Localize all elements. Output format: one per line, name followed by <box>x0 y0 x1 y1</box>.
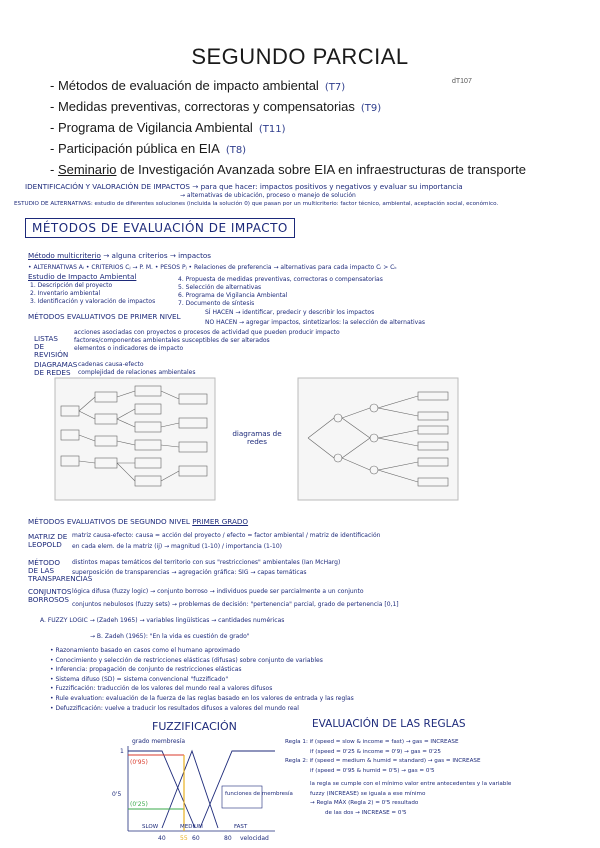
fuzz-xtick: 60 <box>192 835 200 842</box>
transparencias-line1: distintos mapas temáticos del territorio con sus "restricciones" ambientales (Ian McHarg) <box>72 559 341 566</box>
listas-label: LISTAS DE REVISIÓN <box>34 334 69 359</box>
fuzz-xlabel: velocidad <box>240 835 269 842</box>
fuzz-ytick-1: 1 <box>120 748 124 755</box>
fuzzy-a: A. FUZZY LOGIC → (Zadeh 1965) → variables lingüísticas → cantidades numéricas <box>40 617 285 624</box>
fuzz-xtick: 40 <box>158 835 166 842</box>
fuzz-xtick: 55 <box>180 835 188 842</box>
topic-item: - Programa de Vigilancia Ambiental (T11) <box>50 120 286 135</box>
fuzz-ylabel: grado membresía <box>132 738 186 745</box>
primer-no: NO HACEN → agregar impactos, sintetizarlos: la selección de alternativas <box>205 319 425 326</box>
segundo-nivel-title: MÉTODOS EVALUATIVOS DE SEGUNDO NIVEL PRIMER GRADO <box>28 517 249 526</box>
estudio-left: 1. Descripción del proyecto 2. Inventario ambiental 3. Identificación y valoración de impactos <box>30 282 156 305</box>
estudio-right: 4. Propuesta de medidas preventivas, correctoras o compensatorias 5. Selección de alternativas 6. Programa de Vigilancia Ambiental 7. Documento de síntesis <box>178 276 383 307</box>
mm-formula: • ALTERNATIVAS Aᵢ • CRITERIOS Cⱼ → P. M. • PESOS Pⱼ • Relaciones de preferencia → alternativas para cada impacto Cᵢ > Cₖ <box>28 264 397 271</box>
note-identificacion-sub: → alternativas de ubicación, proceso o manejo de solución <box>180 192 356 199</box>
diagramas-label: DIAGRAMAS DE REDES <box>34 360 78 377</box>
topic-item: - Métodos de evaluación de impacto ambiental (T7) <box>50 78 346 93</box>
conjuntos-label: CONJUNTOS BORROSOS <box>28 587 72 604</box>
note-identificacion: IDENTIFICACIÓN Y VALORACIÓN DE IMPACTOS → para que hacer: impactos positivos y negativos y evaluar su importancia <box>25 182 463 191</box>
topic-item: - Medidas preventivas, correctoras y compensatorias (T9) <box>50 99 382 114</box>
note-alternativas: ESTUDIO DE ALTERNATIVAS: estudio de diferentes soluciones (incluida la solución 0) que pasan por un multicriterio: factor técnico, ambiental, aceptación social, económico. <box>14 201 499 207</box>
fuzz-box-label: funciones de membresía <box>225 791 293 797</box>
page-title: SEGUNDO PARCIAL <box>191 44 409 69</box>
fuzzy-bullets: • Razonamiento basado en casos como el humano aproximado • Conocimiento y selección de restricciones elásticas (difusas) sobre conjunto de variables • Inferencia: propagación de conjunto de restricciones elásticas • Sistema difuso (SD) = sistema convencional "fuzzificado" • Fuzzificación: traducción de los valores del mundo real a valores difusos • Rule evaluation: evaluación de la fuerza de las reglas basado en los valores de entrada y las reglas • Defuzzificación: vuelve a traducir los resultados difusos a valores del mundo real <box>50 647 354 712</box>
diagram-caption: diagramas de redes <box>232 429 282 446</box>
rules-title: EVALUACIÓN DE LAS REGLAS <box>312 718 466 730</box>
section-heading: MÉTODOS DE EVALUACIÓN DE IMPACTO <box>25 218 295 238</box>
topics-list <box>50 76 550 179</box>
transparencias-line2: superposición de transparencias → agregación gráfica: SIG → capas temáticas <box>72 569 307 576</box>
corner-note: dT107 <box>452 78 472 85</box>
primer-nivel-title: MÉTODOS EVALUATIVOS DE PRIMER NIVEL <box>28 312 181 321</box>
diagramas-items: cadenas causa-efecto complejidad de relaciones ambientales <box>78 361 196 376</box>
fuzz-label-fast: FAST <box>234 824 248 830</box>
fuzz-label-slow: SLOW <box>142 824 159 830</box>
fuzz-ytick-mid: 0'5 <box>112 791 122 798</box>
rules-lines: Regla 1: if (speed = slow & income = fast) → gas = INCREASE if (speed = 0'25 & income = 0'9) → gas = 0'25 Regla 2: if (speed = medium & humid = standard) → gas = INCREASE if (speed = 0'95 & humid = 0'5) → gas = 0'5 la regla se cumple con el mínimo valor entre antecedentes y la variable fuzzy (INCREASE) se iguala a ese mínimo → Regla MÁX (Regla 2) = 0'5 resultado de las dos → INCREASE = 0'5 <box>285 739 512 816</box>
estudio-title: Estudio de Impacto Ambiental <box>28 272 137 281</box>
fuzzification-chart <box>100 716 293 846</box>
fuzzy-b: → B. Zadeh (1965): "En la vida es cuestión de grado" <box>90 633 250 640</box>
conjuntos-line1: lógica difusa (fuzzy logic) → conjunto borroso → individuos puede ser parcialmente a un conjunto <box>72 588 364 595</box>
listas-items: acciones asociadas con proyectos o procesos de actividad que pueden producir impacto factores/componentes ambientales susceptibles de ser alterados elementos o indicadores de impacto <box>74 329 340 352</box>
matriz-line2: en cada elem. de la matriz (ij) → magnitud (1-10) / importancia (1-10) <box>72 543 283 550</box>
fuzz-xtick: 80 <box>224 835 232 842</box>
fuzz-title: FUZZIFICACIÓN <box>152 720 237 733</box>
transparencias-label: MÉTODO DE LAS TRANSPARENCIAS <box>28 558 93 583</box>
matriz-line1: matriz causa-efecto: causa = acción del proyecto / efecto = factor ambiental / matriz de identificación <box>72 532 381 539</box>
mm-title: Método multicriterio → alguna criterios → impactos <box>28 251 212 260</box>
network-diagram-left <box>55 378 215 500</box>
topic-item: - Seminario de Investigación Avanzada sobre EIA en infraestructuras de transporte <box>50 162 526 177</box>
fuzz-marker-hi: (0'95) <box>130 759 148 766</box>
fuzz-marker-lo: (0'25) <box>130 801 148 808</box>
conjuntos-line2: conjuntos nebulosos (fuzzy sets) → problemas de decisión: "pertenencia" parcial, grado de pertenencia [0,1] <box>72 601 399 608</box>
primer-si: SÍ HACEN → identificar, predecir y describir los impactos <box>205 309 375 316</box>
matriz-label: MATRIZ DE LEOPOLD <box>28 532 68 549</box>
topic-item: - Participación pública en EIA (T8) <box>50 141 247 156</box>
fuzz-label-medium: MEDIUM <box>180 824 203 830</box>
network-diagram-right <box>298 378 458 500</box>
